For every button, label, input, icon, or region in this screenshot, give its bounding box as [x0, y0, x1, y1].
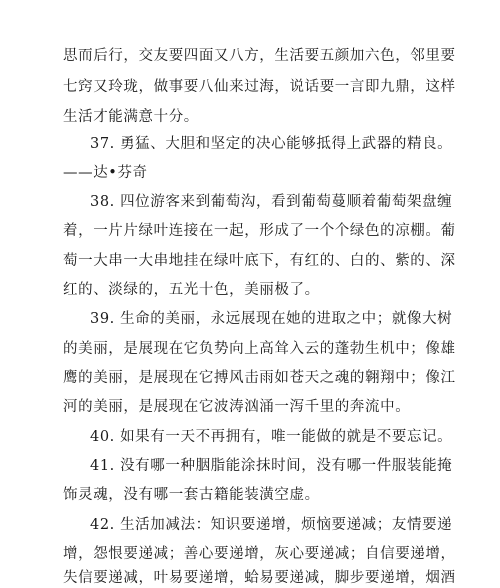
- text-line-5: ——达•芬奇: [63, 165, 148, 181]
- text-line-11: 的美丽，是展现在它负势向上高耸入云的蓬勃生机中；像雄: [63, 341, 456, 357]
- text-line-9: 红的、淡绿的，五光十色，美丽极了。: [63, 282, 320, 298]
- text-line-1: 思而后行，交友要四面又八方，生活要五颜加六色，邻里要: [63, 48, 456, 64]
- text-line-10: 39. 生命的美丽，永远展现在她的进取之中；就像大树: [90, 311, 453, 327]
- text-line-3: 生活才能满意十分。: [63, 109, 199, 125]
- text-line-8: 萄一大串一大串地挂在绿叶底下，有红的、白的、紫的、深: [63, 253, 456, 269]
- text-line-14: 40. 如果有一天不再拥有，唯一能做的就是不要忘记。: [90, 429, 453, 445]
- text-line-18: 增，怨恨要递减；善心要递增，灰心要递减；自信要递增，: [63, 546, 456, 562]
- text-line-6: 38. 四位游客来到葡萄沟，看到葡萄蔓顺着葡萄架盘缠: [90, 194, 453, 210]
- text-line-15: 41. 没有哪一种胭脂能涂抹时间，没有哪一件服装能掩: [90, 458, 453, 474]
- text-line-13: 河的美丽，是展现在它波涛汹涌一泻千里的奔流中。: [63, 399, 411, 415]
- text-line-12: 鹰的美丽，是展现在它搏风击雨如苍天之魂的翱翔中；像江: [63, 370, 456, 386]
- text-line-4: 37. 勇猛、大胆和坚定的决心能够抵得上武器的精良。: [90, 136, 453, 152]
- text-line-2: 七窍又玲珑，做事要八仙来过海，说话要一言即九鼎，这样: [63, 79, 456, 95]
- text-line-16: 饰灵魂，没有哪一套古籍能装潢空虚。: [63, 487, 320, 503]
- text-line-17: 42. 生活加减法：知识要递增，烦恼要递减；友情要递: [90, 517, 453, 533]
- text-line-7: 着，一片片绿叶连接在一起，形成了一个个绿色的凉棚。葡: [63, 223, 456, 239]
- text-line-19: 失信要递减，叶易要递增，蛤易要递减，脚步要递增，烟酒: [63, 570, 456, 586]
